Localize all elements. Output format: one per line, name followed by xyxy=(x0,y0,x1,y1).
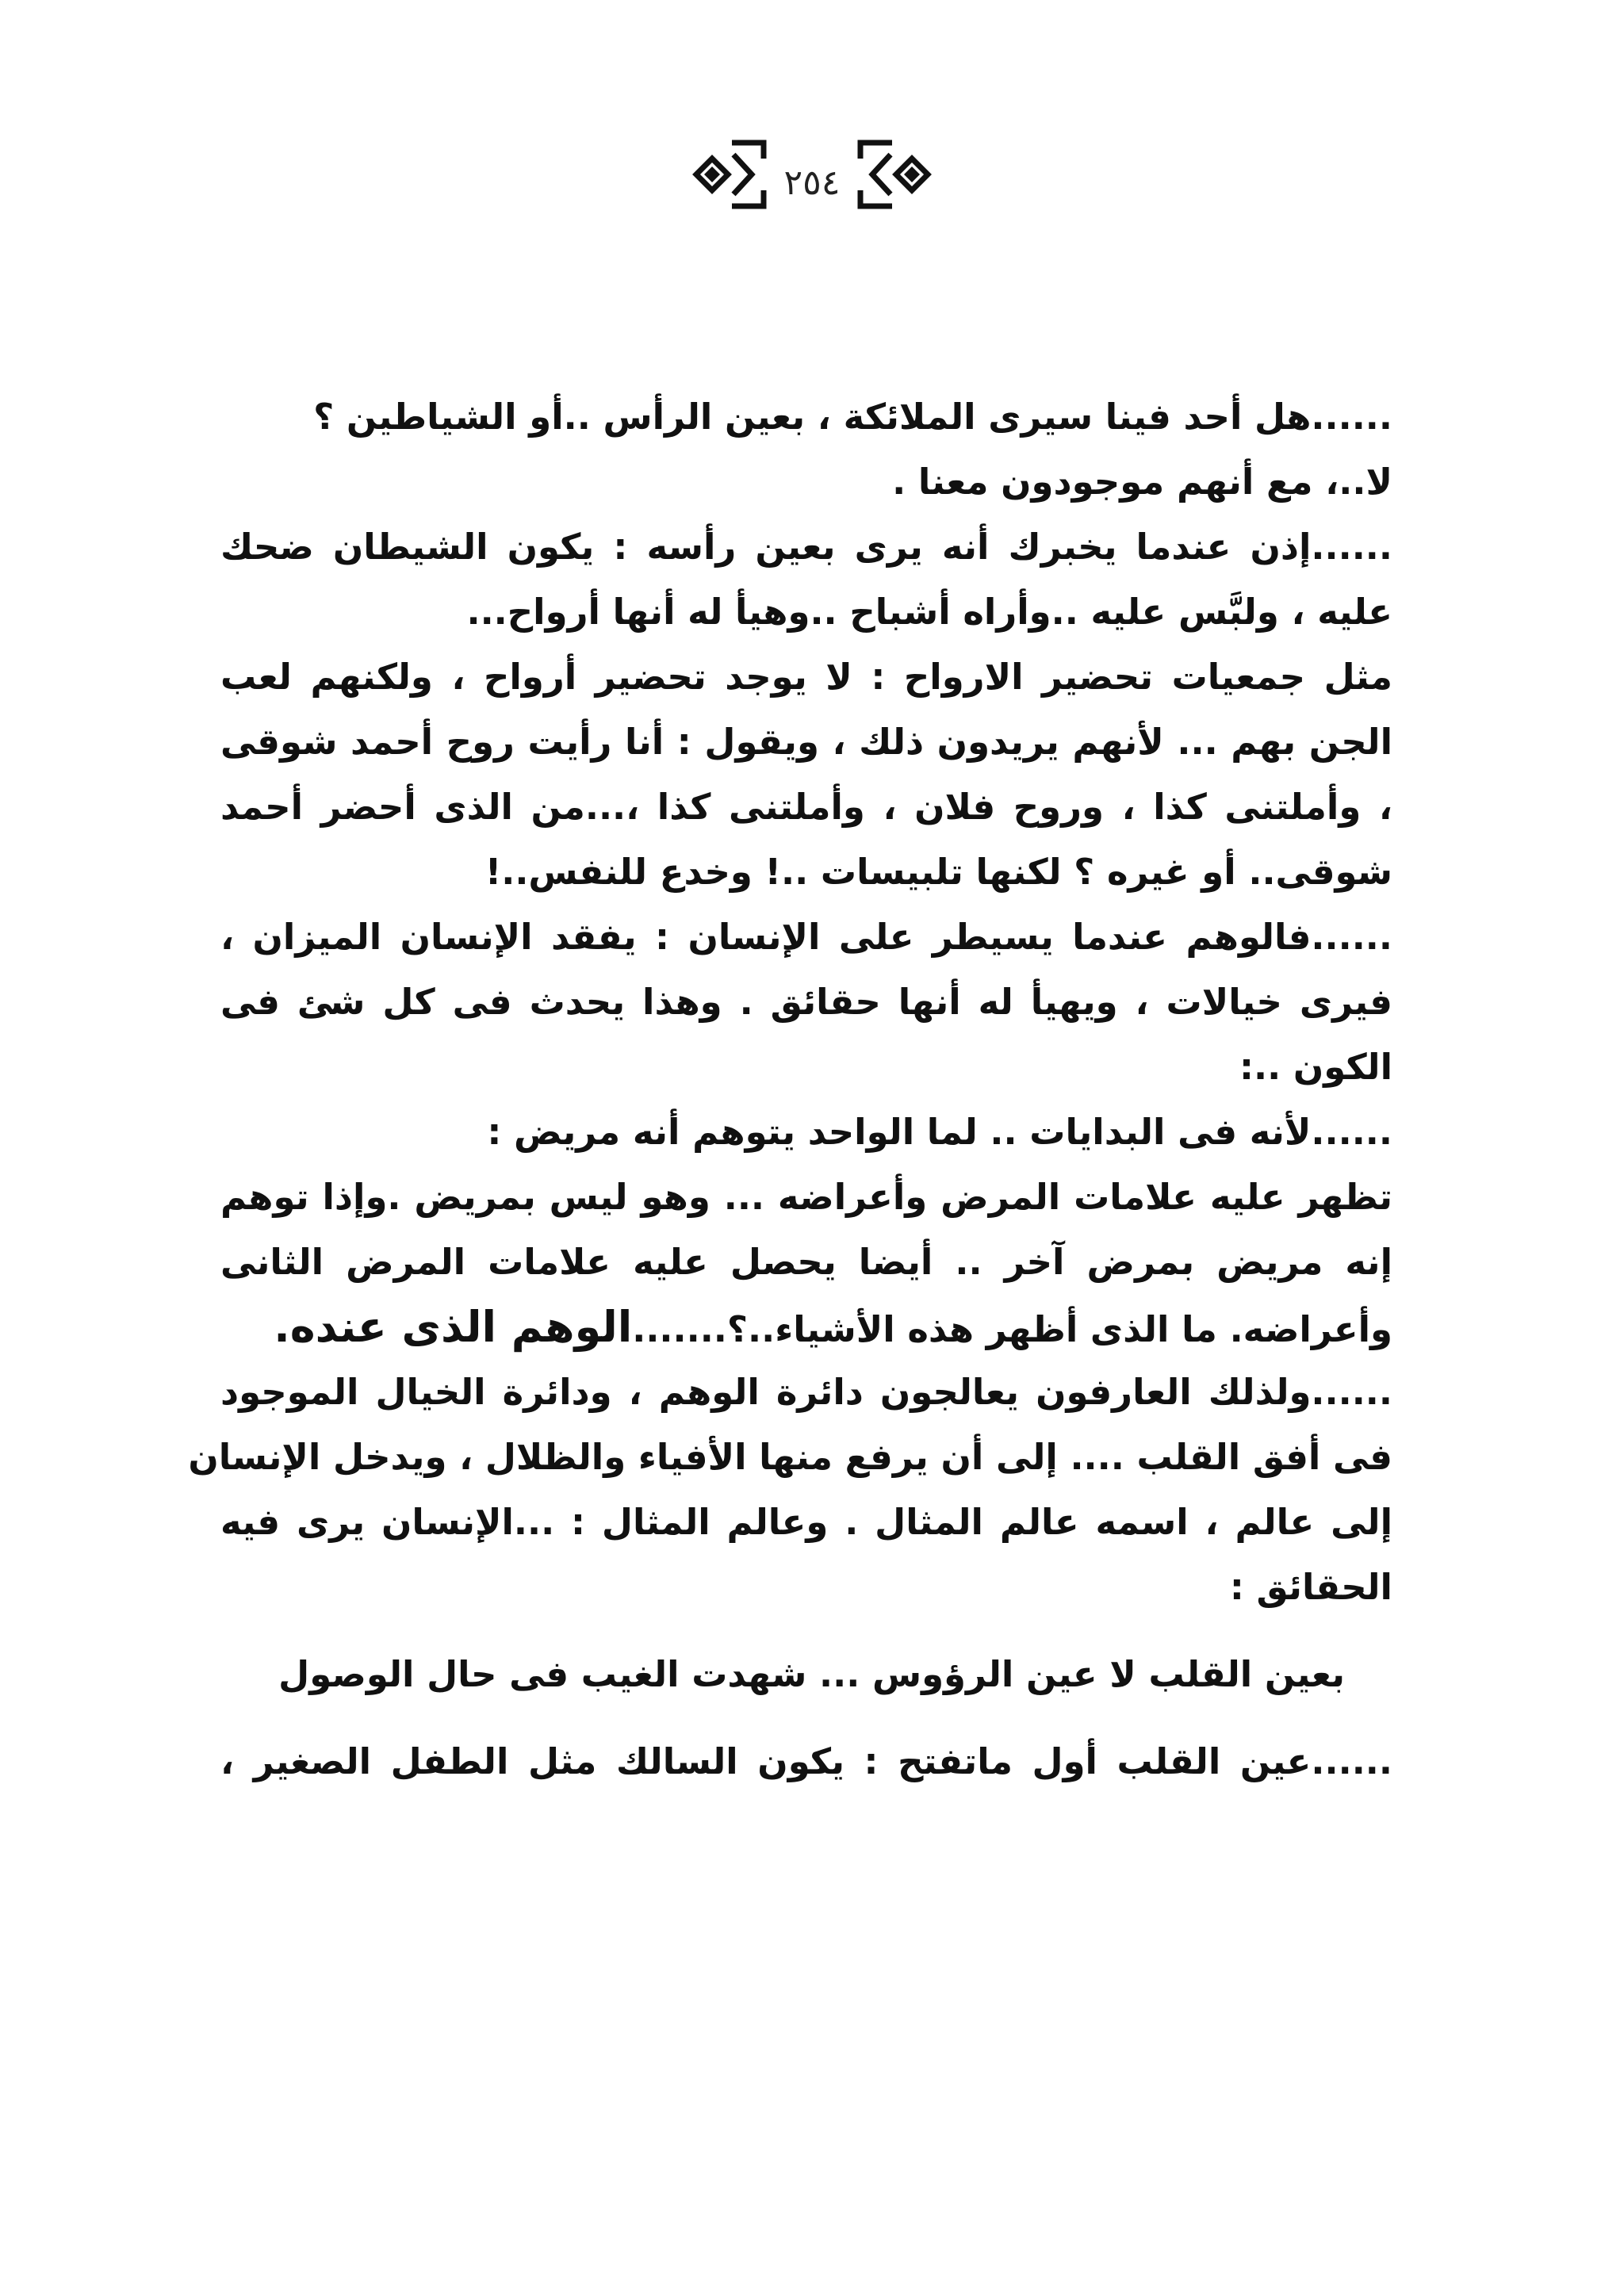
text-line: فيرى خيالات ، ويهيأ له أنها حقائق . وهذا يحدث فى كل شئ فى xyxy=(220,981,1392,1023)
text-line: الكون ..: xyxy=(1239,1046,1392,1088)
text-line: الجن بهم ... لأنهم يريدون ذلك ، ويقول : أنا رأيت روح أحمد شوقى xyxy=(220,721,1392,763)
text-line: مثل جمعيات تحضير الارواح : لا يوجد تحضير أرواح ، ولكنهم لعب xyxy=(220,656,1392,698)
text-line: ......ولذلك العارفون يعالجون دائرة الوهم ، ودائرة الخيال الموجود xyxy=(220,1371,1392,1413)
text-line: عليه ، ولبَّس عليه ..وأراه أشباح ..وهيأ له أنها أرواح... xyxy=(466,591,1392,633)
page-number: ٢٥٤ xyxy=(783,162,841,203)
text-line: شوقى.. أو غيره ؟ لكنها تلبيسات ..! وخدع للنفس..! xyxy=(485,851,1392,893)
text-line: ......فالوهم عندما يسيطر على الإنسان : يفقد الإنسان الميزان ، xyxy=(220,916,1392,958)
page-header xyxy=(0,119,1624,230)
poetry-verse: بعين القلب لا عين الرؤوس ... شهدت الغيب فى حال الوصول xyxy=(278,1653,1345,1695)
text-line: ، وأملتنى كذا ، وروح فلان ، وأملتنى كذا ،...من الذى أحضر أحمد xyxy=(220,786,1392,828)
arabesque-ornament-icon xyxy=(684,127,779,222)
text-line: ......لأنه فى البدايات .. لما الواحد يتوهم أنه مريض : xyxy=(487,1111,1392,1153)
text-line: إنه مريض بمرض آخر .. أيضا يحصل عليه علامات المرض الثانى xyxy=(220,1241,1392,1283)
text-line: إلى عالم ، اسمه عالم المثال . وعالم المثال : ...الإنسان يرى فيه xyxy=(220,1501,1392,1543)
text-line: ......هل أحد فينا سيرى الملائكة ، بعين الرأس ..أو الشياطين ؟ xyxy=(313,396,1392,438)
text-line: تظهر عليه علامات المرض وأعراضه ... وهو ليس بمريض .وإذا توهم xyxy=(220,1176,1392,1218)
arabesque-ornament-icon xyxy=(845,127,940,222)
emphasized-phrase: الوهم الذى عنده. xyxy=(274,1302,633,1352)
text-line-with-emphasis xyxy=(220,1295,1392,1360)
text-line: ......إذن عندما يخبرك أنه يرى بعين رأسه : يكون الشيطان ضحك xyxy=(220,526,1392,568)
text-line: الحقائق : xyxy=(1229,1566,1392,1608)
text-line: فى أفق القلب .... إلى أن يرفع منها الأفياء والظلال ، ويدخل الإنسان xyxy=(188,1436,1392,1478)
text-line: لا..، مع أنهم موجودون معنا . xyxy=(892,461,1392,503)
text-line: ......عين القلب أول ماتفتح : يكون السالك مثل الطفل الصغير ، xyxy=(220,1740,1392,1782)
page-body xyxy=(188,385,1392,1794)
text-line: وأعراضه. ما الذى أظهر هذه الأشياء..؟....... xyxy=(632,1308,1392,1350)
